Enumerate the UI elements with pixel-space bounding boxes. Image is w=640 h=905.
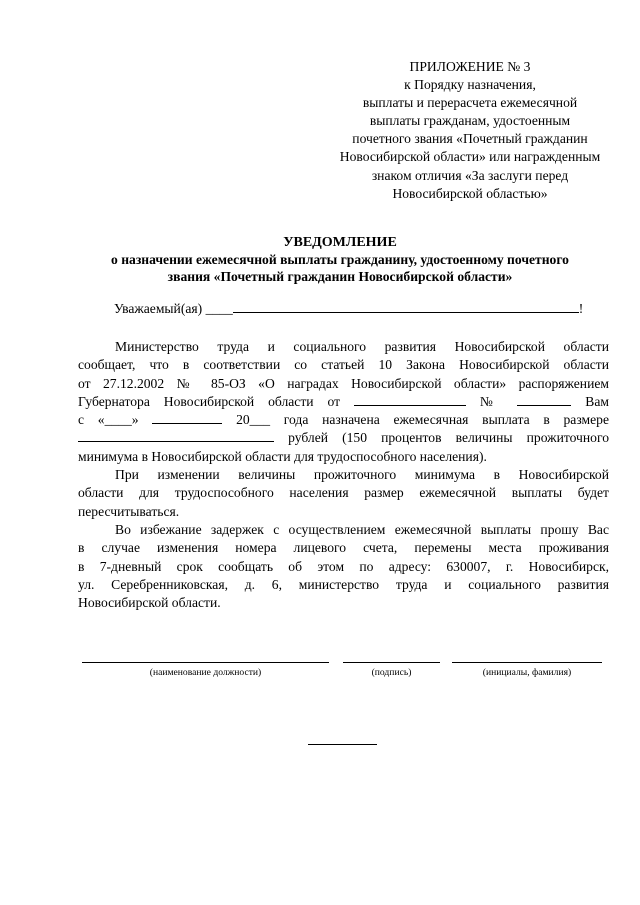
- greeting-suffix: !: [578, 301, 584, 316]
- recipient-name-blank: [233, 300, 579, 313]
- body-line: минимума в Новосибирской области для трудоспособного населения).: [78, 448, 487, 464]
- annex-line: выплаты гражданам, удостоенным: [369, 113, 571, 129]
- annex-line: Новосибирской областью»: [392, 185, 548, 201]
- annex-header: [300, 58, 640, 203]
- signature-caption: (подпись): [371, 667, 412, 678]
- order-date-blank: [354, 393, 466, 406]
- annex-line: знаком отличия «За заслуги перед: [371, 167, 569, 183]
- order-number-blank: [517, 393, 571, 406]
- annex-line: выплаты и перерасчета ежемесячной: [362, 95, 578, 111]
- body-line: от 27.12.2002 № 85-ОЗ «О наградах Новосибирской области» распоряжением: [78, 375, 609, 391]
- footer-separator-line: [308, 744, 377, 745]
- title-subline: звания «Почетный гражданин Новосибирской области»: [167, 269, 513, 284]
- body-text: рублей (150 процентов величины прожиточного: [288, 430, 609, 446]
- body-line: [78, 429, 609, 447]
- body-text: Губернатора Новосибирской области от: [78, 393, 341, 409]
- body-line: [78, 393, 609, 411]
- month-blank: [152, 411, 222, 424]
- body-line: [78, 411, 609, 429]
- annex-line: почетного звания «Почетный гражданин: [352, 131, 588, 147]
- body-line: в случае изменения номера лицевого счета, перемены места проживания: [78, 540, 609, 556]
- greeting-prefix: Уважаемый(ая) ____: [114, 301, 233, 316]
- body-text: 20___ года назначена ежемесячная выплата в размере: [236, 412, 609, 428]
- name-signature-line: [452, 662, 602, 663]
- body-text: №: [479, 393, 504, 409]
- body-line: Министерство труда и социального развития Новосибирской области: [115, 339, 609, 354]
- body-line: При изменении величины прожиточного минимума в Новосибирской: [115, 467, 609, 483]
- body-line: пересчитываться.: [78, 503, 180, 519]
- annex-line: ПРИЛОЖЕНИЕ № 3: [409, 59, 531, 74]
- document-title: [60, 234, 620, 285]
- body-text: с «____»: [78, 412, 139, 428]
- position-signature-line: [82, 662, 329, 663]
- greeting: [114, 300, 583, 317]
- annex-line: к Порядку назначения,: [404, 77, 536, 93]
- title-subline: о назначении ежемесячной выплаты гражданину, удостоенному почетного: [111, 252, 569, 267]
- name-caption: (инициалы, фамилия): [482, 667, 572, 678]
- amount-blank: [78, 429, 274, 442]
- title-heading: УВЕДОМЛЕНИЕ: [283, 235, 397, 250]
- body-line: в 7-дневный срок сообщать об этом по адресу: 630007, г. Новосибирск,: [78, 558, 609, 574]
- body-line: области для трудоспособного населения размер ежемесячной выплаты будет: [78, 485, 609, 501]
- body-line: Новосибирской области.: [78, 595, 221, 611]
- position-caption: (наименование должности): [149, 667, 262, 678]
- body-line: ул. Серебренниковская, д. 6, министерство труда и социального развития: [78, 576, 609, 592]
- body-line: сообщает, что в соответствии со статьей 10 Закона Новосибирской области: [78, 357, 609, 373]
- signature-line: [343, 662, 440, 663]
- notice-body: [78, 338, 609, 612]
- body-text: Вам: [585, 393, 609, 409]
- annex-line: Новосибирской области» или награжденным: [339, 149, 601, 165]
- body-line: Во избежание задержек с осуществлением ежемесячной выплаты прошу Вас: [115, 521, 609, 537]
